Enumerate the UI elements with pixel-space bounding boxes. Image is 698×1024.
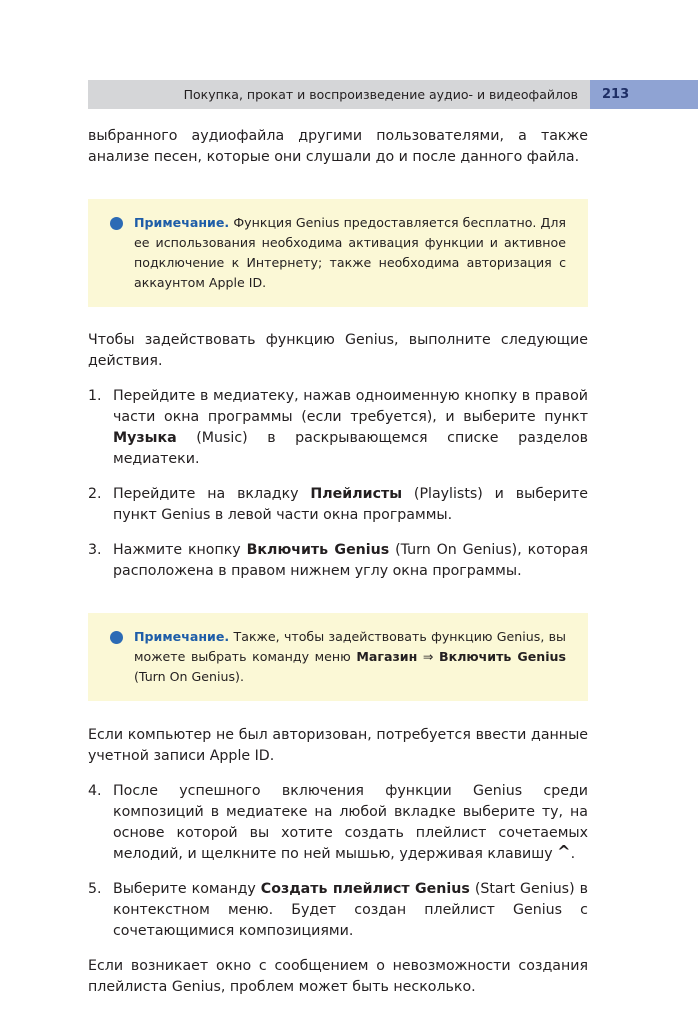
menu-item-store: Магазин (356, 649, 418, 664)
step-bold-term: Создать плейлист Genius (260, 881, 470, 897)
list-item (88, 879, 588, 942)
intro-paragraph: выбранного аудиофайла другими пользователями, а также анализе песен, которые они слушали до и после данного файла. (88, 128, 588, 165)
note-2-text-end: (Turn On Genius). (134, 669, 244, 684)
step-text: Нажмите кнопку (113, 542, 241, 558)
step-text: Перейдите на вкладку (113, 486, 299, 502)
header-title: Покупка, прокат и воспроизведение аудио- и видеофайлов (88, 80, 590, 109)
step-number: 2. (88, 486, 102, 502)
step-number: 4. (88, 783, 102, 799)
page-number: 213 (590, 80, 698, 109)
note-box-1 (88, 199, 588, 307)
control-key-icon: ^ (557, 842, 571, 861)
step-text: (Playlists) и выберите пункт Genius в левой части окна программы. (113, 486, 589, 523)
list-item (88, 386, 588, 470)
step-text-end: . (570, 846, 576, 862)
menu-item-enable-genius: Включить Genius (439, 649, 566, 664)
list-item (88, 781, 588, 865)
step-text: Перейдите в медиатеку, нажав одноименную кнопку в правой части окна программы (если требуется), и выберите пункт (113, 388, 588, 425)
note-2-label: Примечание. (134, 629, 230, 644)
step-text: Выберите команду (113, 881, 256, 897)
step-number: 3. (88, 542, 102, 558)
step-text: (Start Genius) в контекстном меню. Будет создан плейлист Genius с сочетающимися композициями. (113, 881, 588, 939)
steps-list-2 (88, 781, 588, 942)
step-bold-term: Музыка (113, 430, 177, 446)
list-item (88, 484, 588, 526)
step-number: 5. (88, 881, 102, 897)
menu-arrow-icon: ⇒ (422, 649, 434, 664)
note-bullet-icon (110, 217, 123, 230)
final-paragraph: Если возникает окно с сообщением о невозможности создания плейлиста Genius, проблем может быть несколько. (88, 958, 588, 995)
running-header (88, 80, 698, 109)
step-text: (Music) в раскрывающемся списке разделов медиатеки. (113, 430, 589, 467)
step-text: После успешного включения функции Genius среди композиций в медиатеке на любой вкладке выберите ту, на основе которой вы хотите создать плейлист сочетаемых мелодий, и щелкните по ней мышью, удерживая клавишу (113, 783, 588, 862)
note-1-text: Функция Genius предоставляется бесплатно. Для ее использования необходима активация функции и активное подключение к Интернету; также необходима авторизация с аккаунтом Apple ID. (134, 215, 566, 290)
note-2-body (110, 627, 566, 687)
step-text: (Turn On Genius), которая расположена в правом нижнем углу окна программы. (113, 542, 589, 579)
note-2-text: Также, чтобы задействовать функцию Genius, вы можете выбрать команду меню (134, 629, 566, 664)
step-number: 1. (88, 388, 102, 404)
step-bold-term: Плейлисты (310, 486, 403, 502)
list-item (88, 540, 588, 582)
auth-paragraph: Если компьютер не был авторизован, потребуется ввести данные учетной записи Apple ID. (88, 727, 588, 764)
steps-list-1 (88, 386, 588, 582)
note-1-body (110, 213, 566, 293)
step-bold-term: Включить Genius (246, 542, 390, 558)
note-bullet-icon (110, 631, 123, 644)
instructions-paragraph: Чтобы задействовать функцию Genius, выполните следующие действия. (88, 332, 588, 369)
page-content (88, 126, 588, 998)
note-1-label: Примечание. (134, 215, 230, 230)
note-box-2 (88, 613, 588, 701)
